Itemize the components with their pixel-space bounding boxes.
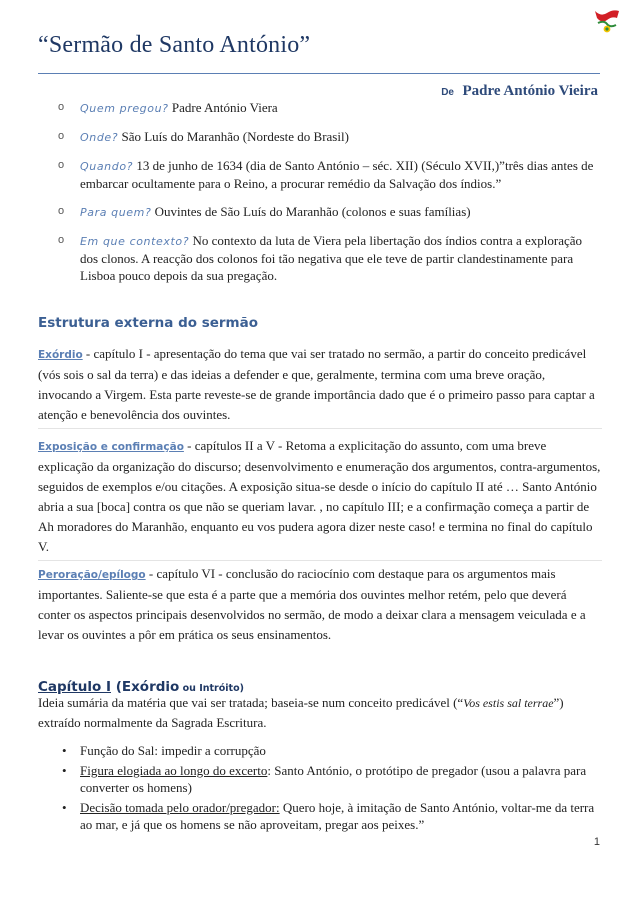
bullet-text: : Santo António, o protótipo de pregador (usou a palavra para converter os homens) <box>80 763 587 795</box>
flag-logo-icon <box>592 8 622 34</box>
paragraph-divider <box>38 560 602 561</box>
bullet-icon: • <box>62 743 67 758</box>
bullet-open-icon: o <box>58 234 65 246</box>
peroracao-paragraph <box>38 564 602 645</box>
author-name: Padre António Vieira <box>462 83 598 99</box>
list-item <box>58 232 603 284</box>
chapter-title: Capítulo I <box>38 679 111 695</box>
bullet-open-icon: o <box>58 130 65 142</box>
page-number: 1 <box>593 836 600 848</box>
bullet-open-icon: o <box>58 101 65 113</box>
list-item <box>58 128 603 146</box>
bullet-underlined-text: Decisão tomada pelo orador/pregador: <box>80 800 280 815</box>
question-label: Quando? <box>80 160 134 173</box>
chapter-subtitle: (Exórdio <box>111 679 180 695</box>
section-label: Exposição e confirmação <box>38 441 184 453</box>
bullet-icon: • <box>62 763 67 778</box>
bullet-icon: • <box>62 800 67 815</box>
list-item <box>62 762 602 796</box>
list-item <box>58 203 603 221</box>
author-line <box>441 82 598 100</box>
exordio-paragraph <box>38 344 602 425</box>
question-answer: Padre António Viera <box>168 100 278 115</box>
title-divider <box>38 73 600 74</box>
intro-text: Ideia sumária da matéria que vai ser tratada; baseia-se num conceito predicável (“ <box>38 695 464 710</box>
question-answer: 13 de junho de 1634 (dia de Santo António – séc. XII) (Século XVII,)”três dias antes de embarcar ocultamente para o Reino, a procurar remédio da Salvação dos índios.” <box>80 158 594 191</box>
latin-quote: Vos estis sal terrae <box>463 696 554 710</box>
question-answer: No contexto da luta de Viera pela libertação dos índios contra a exploração dos clonos. A reacção dos colonos foi tão negativa que ele teve de partir clandestinamente para Lisboa pouco depois da sua pregação. <box>80 233 583 283</box>
list-item <box>62 742 602 759</box>
chapter-subtitle-small: ou Intróito) <box>179 683 244 694</box>
section-heading: Estrutura externa do sermão <box>38 315 259 331</box>
question-label: Quem pregou? <box>80 102 169 115</box>
intro-text: ”) extraído normalmente da Sagrada Escritura. <box>38 695 564 730</box>
paragraph-divider <box>38 428 602 429</box>
question-answer: São Luís do Maranhão (Nordeste do Brasil) <box>118 129 349 144</box>
document-title: “Sermão de Santo António” <box>38 32 311 58</box>
bullet-text: Função do Sal: impedir a corrupção <box>80 743 266 758</box>
bullet-underlined-text: Figura elogiada ao longo do excerto <box>80 763 268 778</box>
chapter-intro <box>38 693 602 733</box>
bullet-open-icon: o <box>58 159 65 171</box>
question-label: Para quem? <box>80 206 152 219</box>
question-label: Em que contexto? <box>80 235 190 248</box>
question-list <box>58 99 603 295</box>
list-item <box>58 157 603 192</box>
chapter-bullet-list <box>62 742 602 836</box>
section-label: Peroração/epílogo <box>38 569 146 581</box>
section-text: - capítulos II a V - Retoma a explicitação do assunto, com uma breve explicação da organização do discurso; desenvolvimento e enumeração dos argumentos, contra-argumentos, seguidos de exemplos e/ou citações. A exposição situa-se desde o início do capítulo II até … Santo António abria a sua [boca] contra os que não se queriam lavar. , no capítulo III; e a confirmação começa a partir de Ah moradores do Maranhão, enquanto eu vos pudera agora dizer neste caso! e termina no final do capítulo V. <box>38 438 601 554</box>
section-text: - capítulo I - apresentação do tema que vai ser tratado no sermão, a partir do conceito predicável (vós sois o sal da terra) e das ideias a defender e que, geralmente, termina com uma breve oração, invocando a Virgem. Esta parte reveste-se de grande importância dado que é o primeiro passo para captar a atenção e benevolência dos ouvintes. <box>38 346 595 422</box>
author-prefix: De <box>441 87 454 98</box>
section-label: Exórdio <box>38 349 83 361</box>
question-label: Onde? <box>80 131 119 144</box>
list-item <box>62 799 602 833</box>
question-answer: Ouvintes de São Luís do Maranhão (colonos e suas famílias) <box>151 204 471 219</box>
exposicao-paragraph <box>38 436 602 557</box>
section-text: - capítulo VI - conclusão do raciocínio com destaque para os argumentos mais importantes. Saliente-se que esta é a parte que a memória dos ouvintes melhor retém, pelo que deverá conter os aspectos principais desenvolvidos no sermão, de modo a deixar clara a mensagem veiculada e a levar os ouvintes a pôr em prática os seus ensinamentos. <box>38 566 586 642</box>
list-item <box>58 99 603 117</box>
bullet-open-icon: o <box>58 205 65 217</box>
bullet-text: Quero hoje, à imitação de Santo António, voltar-me da terra ao mar, e já que os homens se não aproveitam, pregar aos peixes.” <box>80 800 595 832</box>
